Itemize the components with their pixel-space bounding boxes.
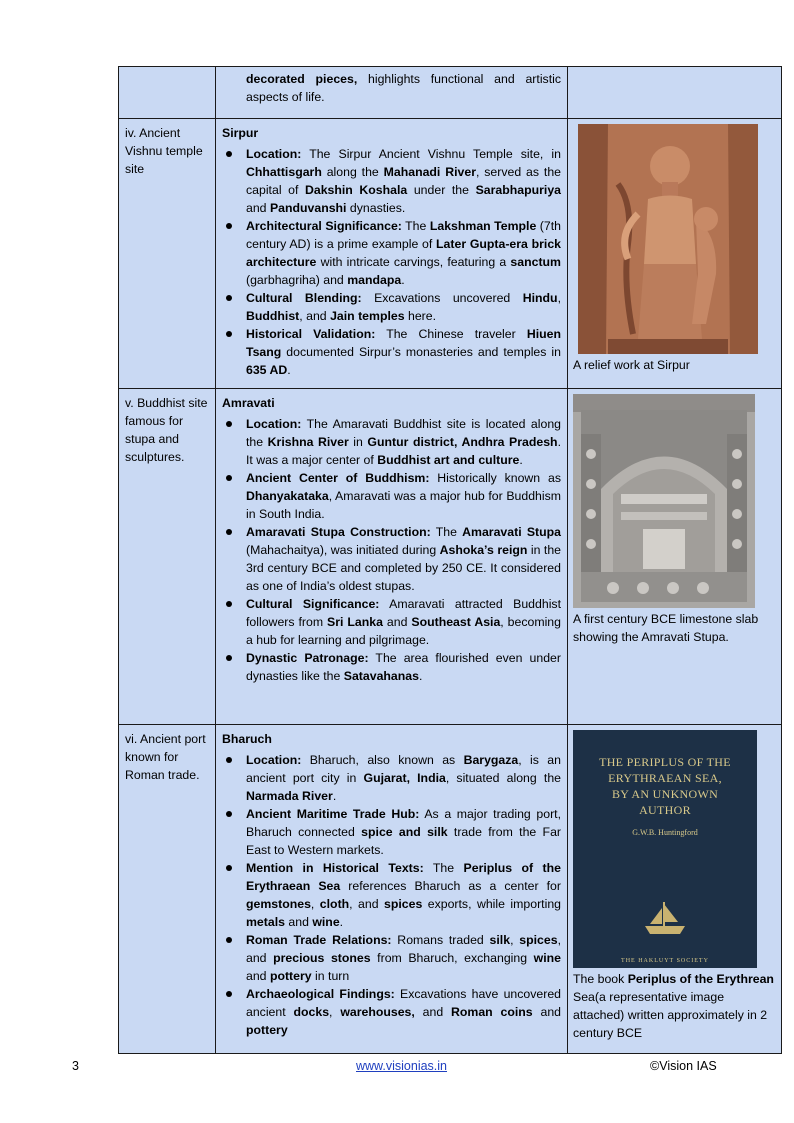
text-run: here. — [404, 309, 437, 323]
text-run: (garbhagriha) and — [246, 273, 348, 287]
bullet-list — [222, 145, 561, 379]
bullet-icon — [226, 757, 232, 763]
bold-text: Buddhist art and culture — [377, 453, 520, 467]
bullet-icon — [226, 937, 232, 943]
content-cell — [216, 389, 568, 725]
text-run: Amaravati attracted Buddhist followers from — [246, 597, 561, 629]
text-run: from Bharuch, exchanging — [370, 951, 534, 965]
bold-text: Dhanyakataka — [246, 489, 329, 503]
text-run: , Amaravati was a major hub for Buddhism in South India. — [246, 489, 561, 521]
bold-text: Periplus of the Erythrean — [627, 972, 774, 986]
bullet-icon — [226, 421, 232, 427]
bold-text: Barygaza — [463, 753, 519, 767]
text-run: in — [348, 435, 368, 449]
text-run: references Bharuch as a center for — [340, 879, 561, 893]
text-run: in the 3rd century BCE and completed by 250 CE. It considered as one of India’s oldest stupas. — [246, 543, 562, 593]
bold-text: Amaravati Stupa — [462, 525, 561, 539]
text-run: , situated along the — [445, 771, 561, 785]
bold-text: Buddhist — [246, 309, 300, 323]
text-run: As a major trading port, Bharuch connected — [246, 807, 562, 839]
bold-text: Location: — [246, 147, 302, 161]
bullet-list — [222, 415, 561, 685]
bullet-icon — [226, 529, 232, 535]
relief-photo — [578, 124, 758, 354]
bullet-item — [222, 289, 561, 325]
bold-text: Ashoka’s reign — [439, 543, 528, 557]
content-cell — [216, 119, 568, 389]
bold-text: Sarabhapuriya — [475, 183, 561, 197]
site-title: Bharuch — [222, 732, 272, 746]
bullet-item — [222, 217, 561, 289]
ship-icon — [640, 898, 690, 938]
book-title-line: BY AN UNKNOWN — [611, 787, 719, 801]
bold-text: Location: — [246, 753, 302, 767]
bullet-item — [222, 751, 561, 805]
table-row — [119, 725, 782, 1054]
row-label: v. Buddhist site famous for stupa and sculptures. — [125, 396, 208, 464]
text-run: . — [332, 789, 337, 803]
bold-text: wine — [312, 915, 340, 929]
text-run: documented Sirpur’s monasteries and temples in — [281, 345, 561, 359]
bold-text: Roman Trade Relations: — [246, 933, 392, 947]
bullet-icon — [226, 295, 232, 301]
text-run: The Chinese traveler — [375, 327, 527, 341]
bullet-icon — [226, 811, 232, 817]
bold-text: Hiuen Tsang — [246, 327, 561, 359]
text-run: Bharuch, also known as — [301, 753, 464, 767]
bold-text: Lakshman Temple — [429, 219, 537, 233]
bold-text: docks — [293, 1005, 330, 1019]
bold-text: Jain temples — [330, 309, 405, 323]
continued-text: decorated pieces, highlights functional and artistic aspects of life. — [246, 72, 561, 104]
image-caption — [573, 356, 777, 374]
bold-text: Panduvanshi — [269, 201, 347, 215]
text-run: , — [510, 933, 520, 947]
text-run: Historically known as — [429, 471, 561, 485]
image-cell — [568, 67, 782, 119]
bold-text: spices — [384, 897, 423, 911]
text-run: , is an ancient port city in — [246, 753, 561, 785]
bold-text: Archaeological Findings: — [246, 987, 395, 1001]
book-cover — [573, 730, 757, 968]
bold-text: pottery — [246, 1023, 288, 1037]
text-run: exports, while importing — [422, 897, 561, 911]
text-run: , and — [246, 933, 561, 965]
bold-text: Dynastic Patronage: — [246, 651, 369, 665]
book-title-line: AUTHOR — [639, 803, 691, 817]
text-run: , served as the capital of — [246, 165, 561, 197]
text-run: , — [329, 1005, 341, 1019]
text-run: , and — [349, 897, 385, 911]
bullet-icon — [226, 865, 232, 871]
text-run: . — [519, 453, 523, 467]
text-run: in turn — [311, 969, 350, 983]
bullet-item — [222, 595, 561, 649]
bullet-item — [222, 805, 561, 859]
content-cell — [216, 725, 568, 1054]
bold-text: Ancient Maritime Trade Hub: — [246, 807, 420, 821]
site-title: Amravati — [222, 396, 275, 410]
bold-text: Narmada River — [246, 789, 333, 803]
bullet-item — [222, 931, 561, 985]
text-run: , and — [299, 309, 331, 323]
text-run: The Amaravati Buddhist site is located along the — [246, 417, 561, 449]
book-publisher: THE HAKLUYT SOCIETY — [621, 958, 709, 964]
text-run: Romans traded — [391, 933, 490, 947]
text-run: and — [284, 915, 313, 929]
bullet-item — [222, 523, 561, 595]
book-title-line: ERYTHRAEAN SEA, — [608, 771, 722, 785]
bold-text: Mention in Historical Texts: — [246, 861, 424, 875]
text-run: and — [382, 615, 412, 629]
bullet-icon — [226, 331, 232, 337]
bold-text: 635 AD — [246, 363, 288, 377]
bold-text: Hindu — [522, 291, 558, 305]
bold-text: Satavahanas — [343, 669, 419, 683]
site-title: Sirpur — [222, 126, 259, 140]
bold-text: Southeast Asia — [411, 615, 501, 629]
bold-text: Roman coins — [451, 1005, 533, 1019]
text-run: The — [401, 219, 430, 233]
row-label: iv. Ancient Vishnu temple site — [125, 126, 203, 176]
copyright-text: ©Vision IAS — [650, 1059, 717, 1073]
label-cell — [119, 119, 216, 389]
bold-text: Krishna River — [267, 435, 349, 449]
bold-text: pottery — [269, 969, 312, 983]
bold-text: precious stones — [273, 951, 371, 965]
text-run: The Sirpur Ancient Vishnu Temple site, in — [301, 147, 561, 161]
page-number: 3 — [72, 1059, 79, 1073]
text-run: A relief work at Sirpur — [573, 358, 690, 372]
table-row — [119, 67, 782, 119]
bold-text: sanctum — [510, 255, 561, 269]
bold-text: metals — [246, 915, 285, 929]
bullet-list — [222, 751, 561, 1039]
bold-text: Chhattisgarh — [246, 165, 322, 179]
text-run: and — [246, 969, 270, 983]
bold-text: Historical Validation: — [246, 327, 376, 341]
bold-text: Cultural Blending: — [246, 291, 362, 305]
text-run: (Mahachaitya), was initiated during — [246, 543, 440, 557]
label-cell — [119, 67, 216, 119]
text-run: The — [423, 861, 464, 875]
bullet-item — [222, 649, 561, 685]
image-caption — [573, 970, 777, 1042]
text-run: . — [418, 669, 423, 683]
text-run: and — [246, 201, 270, 215]
label-cell — [119, 389, 216, 725]
text-run: . — [287, 363, 291, 377]
image-cell — [568, 389, 782, 725]
book-title-line: THE PERIPLUS OF THE — [599, 755, 731, 769]
bold-text: Mahanadi River — [383, 165, 476, 179]
website-link[interactable]: www.visionias.in — [356, 1059, 448, 1073]
text-run: and — [532, 1005, 562, 1019]
bullet-item — [222, 145, 561, 217]
bold-text: Ancient Center of Buddhism: — [246, 471, 430, 485]
bold-text: Guntur district, Andhra Pradesh — [367, 435, 558, 449]
text-run: trade from the Far East to Western markets. — [246, 825, 561, 857]
text-run: . It was a major center of — [246, 435, 561, 467]
bold-text: Amaravati Stupa Construction: — [246, 525, 431, 539]
text-run: along the — [321, 165, 384, 179]
text-run: . — [401, 273, 405, 287]
bold-text: warehouses, — [340, 1005, 415, 1019]
bold-text: wine — [533, 951, 561, 965]
text-run: under the — [407, 183, 476, 197]
bullet-icon — [226, 475, 232, 481]
text-run: The area flourished even under dynasties like the — [246, 651, 561, 683]
text-run: dynasties. — [346, 201, 406, 215]
bold-text: Cultural Significance: — [246, 597, 380, 611]
label-cell — [119, 725, 216, 1054]
bold-text: mandapa — [347, 273, 402, 287]
text-run: , — [557, 291, 561, 305]
text-run: (7th century AD) is a prime example of — [246, 219, 561, 251]
bold-text: spice and silk — [361, 825, 448, 839]
text-run: . — [339, 915, 344, 929]
bold-text: Dakshin Koshala — [304, 183, 408, 197]
bullet-icon — [226, 223, 232, 229]
text-run: Sea(a representative image attached) written approximately in 2 century BCE — [573, 990, 768, 1040]
table-row — [119, 119, 782, 389]
book-editor: G.W.B. Huntingford — [632, 828, 698, 837]
text-run: Excavations uncovered — [361, 291, 523, 305]
bold-text: cloth — [319, 897, 350, 911]
text-run: , becoming a hub for learning and pilgrimage. — [246, 615, 561, 647]
bold-text: gemstones — [246, 897, 311, 911]
table-row — [119, 389, 782, 725]
text-run: The — [430, 525, 463, 539]
sites-table — [118, 66, 782, 1054]
bold-text: silk — [489, 933, 511, 947]
bold-text: spices — [519, 933, 558, 947]
bold-text: Gujarat, India — [363, 771, 446, 785]
bold-text: Periplus of the Erythraean Sea — [246, 861, 561, 893]
text-run: Excavations have uncovered ancient — [246, 987, 561, 1019]
text-run: The book — [573, 972, 628, 986]
bold-text: Later Gupta-era brick architecture — [246, 237, 561, 269]
stupa-slab-photo — [573, 394, 755, 608]
bullet-icon — [226, 601, 232, 607]
text-run: and — [414, 1005, 452, 1019]
text-run: with intricate carvings, featuring a — [316, 255, 511, 269]
bullet-item — [222, 325, 561, 379]
text-run: A first century BCE limestone slab showing the Amravati Stupa. — [573, 612, 759, 644]
row-label: vi. Ancient port known for Roman trade. — [125, 732, 206, 782]
bullet-icon — [226, 151, 232, 157]
image-cell — [568, 725, 782, 1054]
bold-text: Sri Lanka — [327, 615, 383, 629]
bullet-item — [222, 469, 561, 523]
bold-text: Architectural Significance: — [246, 219, 402, 233]
image-caption — [573, 610, 777, 646]
bullet-item — [222, 985, 561, 1039]
bullet-item — [222, 859, 561, 931]
image-cell — [568, 119, 782, 389]
text-run: , — [310, 897, 320, 911]
bold-text: Location: — [246, 417, 302, 431]
content-cell — [216, 67, 568, 119]
bullet-icon — [226, 655, 232, 661]
bullet-item — [222, 415, 561, 469]
bullet-icon — [226, 991, 232, 997]
